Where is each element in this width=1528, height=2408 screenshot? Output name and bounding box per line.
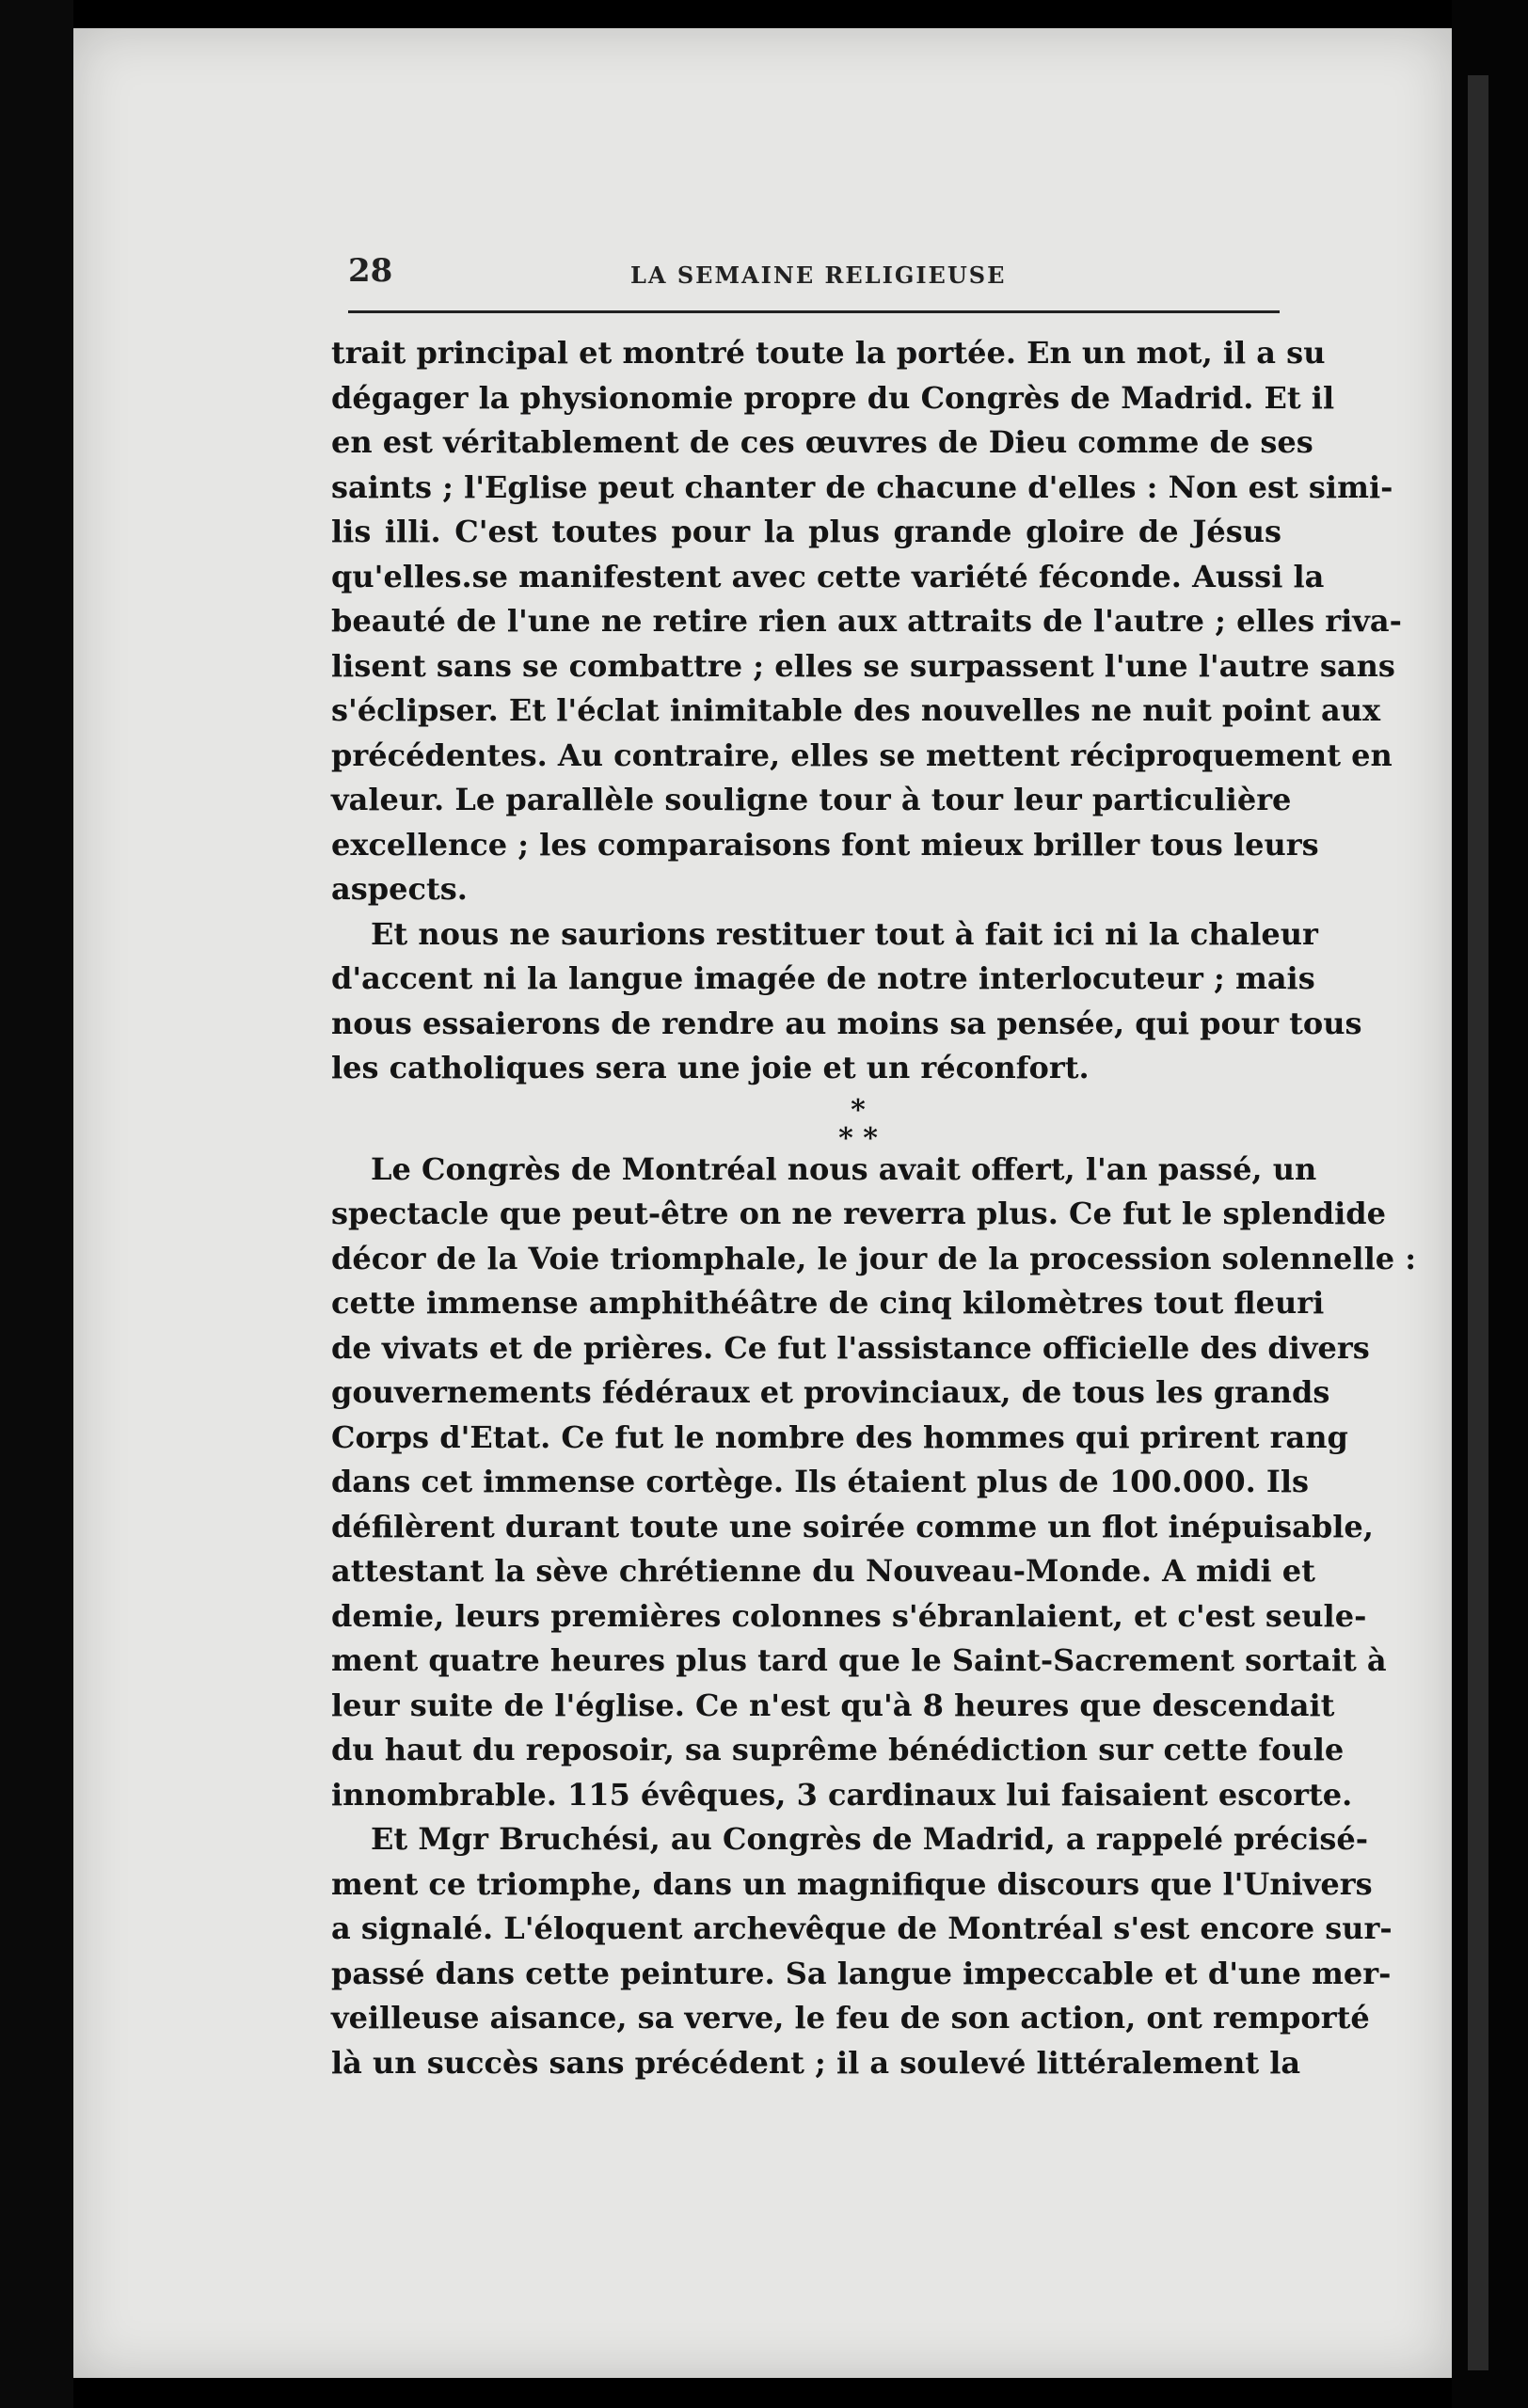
text-line: là un succès sans précédent ; il a soulevé littéralement la bbox=[331, 2044, 1301, 2081]
running-title: LA SEMAINE RELIGIEUSE bbox=[630, 261, 1007, 289]
text-line: valeur. Le parallèle souligne tour à tour leur particulière bbox=[331, 782, 1292, 817]
page-number: 28 bbox=[348, 252, 393, 290]
separator-bottom-stars: * * bbox=[838, 1121, 878, 1155]
text-line: ment quatre heures plus tard que le Saint-Sacrement sortait à bbox=[331, 1642, 1387, 1678]
text-line: nous essaierons de rendre au moins sa pensée, qui pour tous bbox=[331, 1005, 1362, 1041]
text-line: qu'elles.se manifestent avec cette variété féconde. Aussi la bbox=[331, 558, 1325, 594]
text-line: gouvernements fédéraux et provinciaux, de tous les grands bbox=[331, 1374, 1330, 1410]
text-line: demie, leurs premières colonnes s'ébranlaient, et c'est seule- bbox=[331, 1597, 1367, 1634]
text-line: Corps d'Etat. Ce fut le nombre des hommes qui prirent rang bbox=[331, 1418, 1348, 1455]
text-line: Et nous ne saurions restituer tout à fait ici ni la chaleur bbox=[371, 915, 1318, 952]
text-line: du haut du reposoir, sa suprême bénédiction sur cette foule bbox=[331, 1732, 1345, 1767]
page-header bbox=[348, 252, 1280, 313]
text-line: d'accent ni la langue imagée de notre interlocuteur ; mais bbox=[331, 960, 1315, 996]
text-line: beauté de l'une ne retire rien aux attraits de l'autre ; elles riva- bbox=[331, 603, 1402, 639]
scan-right-margin bbox=[1452, 0, 1528, 2408]
text-line: trait principal et montré toute la portée. En un mot, il a su bbox=[331, 335, 1326, 371]
text-line: cette immense amphithéâtre de cinq kilomètres tout fleuri bbox=[331, 1285, 1325, 1321]
text-line: s'éclipser. Et l'éclat inimitable des nouvelles ne nuit point aux bbox=[331, 692, 1381, 728]
text-line: veilleuse aisance, sa verve, le feu de son action, ont remporté bbox=[331, 2000, 1370, 2036]
body-text bbox=[331, 331, 1417, 2085]
text-line: excellence ; les comparaisons font mieux briller tous leurs bbox=[331, 826, 1319, 863]
text-line: aspects. bbox=[331, 871, 468, 907]
separator-top-star: * bbox=[851, 1093, 866, 1127]
text-line: lis illi. C'est toutes pour la plus grande gloire de Jésus bbox=[331, 514, 1281, 549]
text-line: lisent sans se combattre ; elles se surpassent l'une l'autre sans bbox=[331, 647, 1395, 684]
text-line: attestant la sève chrétienne du Nouveau-Monde. A midi et bbox=[331, 1553, 1315, 1589]
text-line: saints ; l'Eglise peut chanter de chacune d'elles : Non est simi- bbox=[331, 468, 1393, 505]
text-line: précédentes. Au contraire, elles se mettent réciproquement en bbox=[331, 737, 1393, 773]
text-line: défilèrent durant toute une soirée comme un flot inépuisable, bbox=[331, 1508, 1374, 1545]
text-line: Et Mgr Bruchési, au Congrès de Madrid, a rappelé précisé- bbox=[371, 1821, 1369, 1857]
text-line: a signalé. L'éloquent archevêque de Montréal s'est encore sur- bbox=[331, 1910, 1393, 1946]
text-line: innombrable. 115 évêques, 3 cardinaux lui faisaient escorte. bbox=[331, 1776, 1353, 1813]
text-line: les catholiques sera une joie et un réconfort. bbox=[331, 1050, 1090, 1085]
text-line: leur suite de l'église. Ce n'est qu'à 8 heures que descendait bbox=[331, 1687, 1335, 1723]
scan-left-margin bbox=[0, 0, 73, 2408]
section-separator bbox=[331, 1091, 1281, 1155]
text-line: passé dans cette peinture. Sa langue impeccable et d'une mer- bbox=[331, 1955, 1392, 1991]
text-line: ment ce triomphe, dans un magnifique discours que l'Univers bbox=[331, 1865, 1373, 1902]
text-line: Le Congrès de Montréal nous avait offert, l'an passé, un bbox=[371, 1150, 1317, 1187]
next-page-edge bbox=[1468, 75, 1488, 2370]
text-line: décor de la Voie triomphale, le jour de la procession solennelle : bbox=[331, 1240, 1417, 1276]
text-line: en est véritablement de ces œuvres de Dieu comme de ses bbox=[331, 424, 1313, 460]
text-line: de vivats et de prières. Ce fut l'assistance officielle des divers bbox=[331, 1329, 1370, 1366]
text-line: spectacle que peut-être on ne reverra plus. Ce fut le splendide bbox=[331, 1196, 1386, 1231]
text-line: dégager la physionomie propre du Congrès de Madrid. Et il bbox=[331, 379, 1335, 416]
text-line: dans cet immense cortège. Ils étaient plus de 100.000. Ils bbox=[331, 1464, 1309, 1499]
